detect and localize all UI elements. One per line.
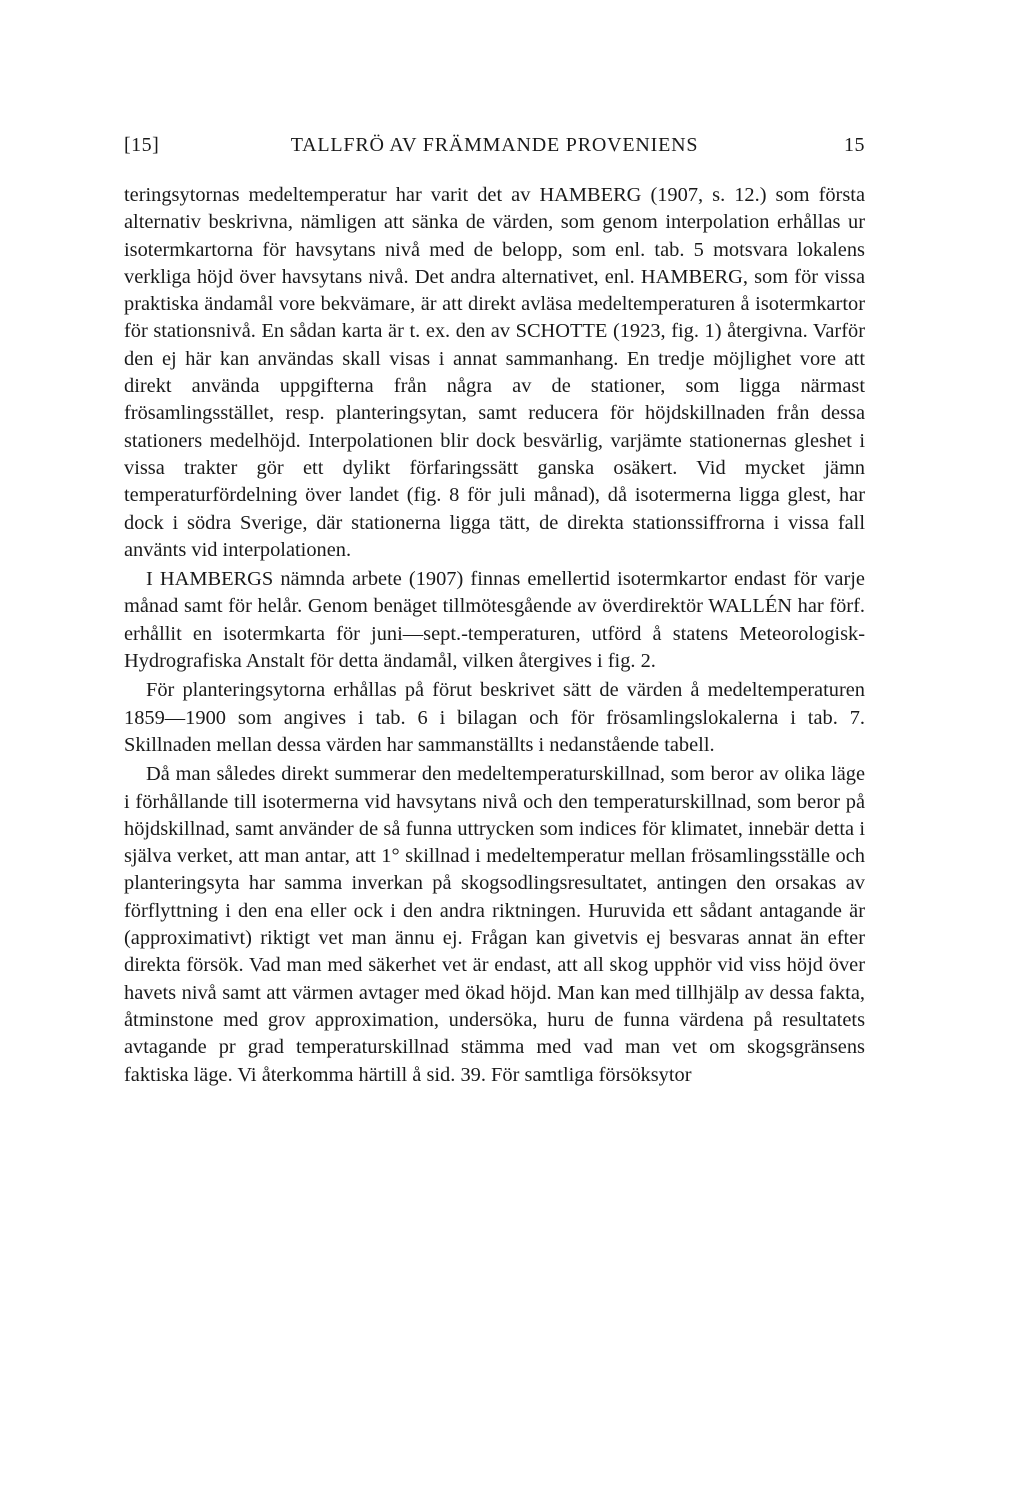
paragraph-continued: teringsytornas medeltemperatur har varit det av HAMBERG (1907, s. 12.) som första alternativ beskrivna, nämligen att sänka de värden, som genom interpolation erhållas ur isotermkartorna för havsytans nivå med de belopp, som enl. tab. 5 motsvara lokalens verkliga höjd över havsytans nivå. Det andra alternativet, enl. HAMBERG, som för vissa praktiska ändamål vore bekvämare, är att direkt avläsa medeltemperaturen å isotermkartor för stationsnivå. En sådan karta är t. ex. den av SCHOTTE (1923, fig. 1) återgivna. Varför den ej här kan användas skall visas i annat sammanhang. En tredje möjlighet vore att direkt använda uppgifterna från några av de stationer, som ligga närmast frösamlingsstället, resp. planteringsytan, samt reducera för höjdskillnaden från dessa stationers medelhöjd. Interpolationen blir dock besvärlig, varjämte stationernas gleshet i vissa trakter gör ett dylikt förfaringssätt ganska osäkert. Vid mycket jämn temperaturfördelning över landet (fig. 8 för juli månad), då isotermerna ligga glest, har dock i södra Sverige, där stationerna ligga tätt, de direkta stationssiffrorna i vissa fall använts vid interpolationen. — [124, 184, 865, 561]
body-text — [124, 182, 865, 1089]
paragraph: Då man således direkt summerar den medeltemperaturskillnad, som beror av olika läge i förhållande till isotermerna vid havsytans nivå och den temperaturskillnad, som beror på höjdskillnad, samt använder de så funna uttrycken som indices för klimatet, innebär detta i själva verket, att man antar, att 1° skillnad i medeltemperatur mellan frösamlingsställe och planteringsyta har samma inverkan på skogsodlingsresultatet, antingen den orsakas av förflyttning i den ena eller ock i den andra riktningen. Huruvida ett sådant antagande är (approximativt) riktigt vet man ännu ej. Frågan kan givetvis ej besvaras annat än efter direkta försök. Vad man med säkerhet vet är endast, att all skog upphör vid viss höjd över havets nivå samt att värmen avtager med ökad höjd. Man kan med tillhjälp av dessa fakta, åtminstone med grov approximation, undersöka, huru de funna värdena på resultatets avtagande pr grad temperaturskillnad stämma med vad man vet om skogsgränsens faktiska läge. Vi återkomma härtill å sid. 39. För samtliga försöksytor — [124, 763, 865, 1086]
running-title: TALLFRÖ AV FRÄMMANDE PROVENIENS — [290, 134, 699, 156]
running-header — [124, 128, 865, 168]
paragraph: För planteringsytorna erhållas på förut beskrivet sätt de värden å medeltemperaturen 1859—1900 som angives i tab. 6 i bilagan och för frösamlingslokalerna i tab. 7. Skillnaden mellan dessa värden har sammanställts i nedanstående tabell. — [124, 679, 865, 756]
document-page — [124, 128, 865, 1089]
page-number: 15 — [844, 134, 865, 156]
section-number: [15] — [124, 134, 160, 156]
paragraph: I HAMBERGS nämnda arbete (1907) finnas emellertid isotermkartor endast för varje månad samt för helår. Genom benäget tillmötesgående av överdirektör WALLÉN har förf. erhållit en isotermkarta för juni—sept.-temperaturen, utförd å statens Meteorologisk-Hydrografiska Anstalt för detta ändamål, vilken återgives i fig. 2. — [124, 568, 865, 673]
